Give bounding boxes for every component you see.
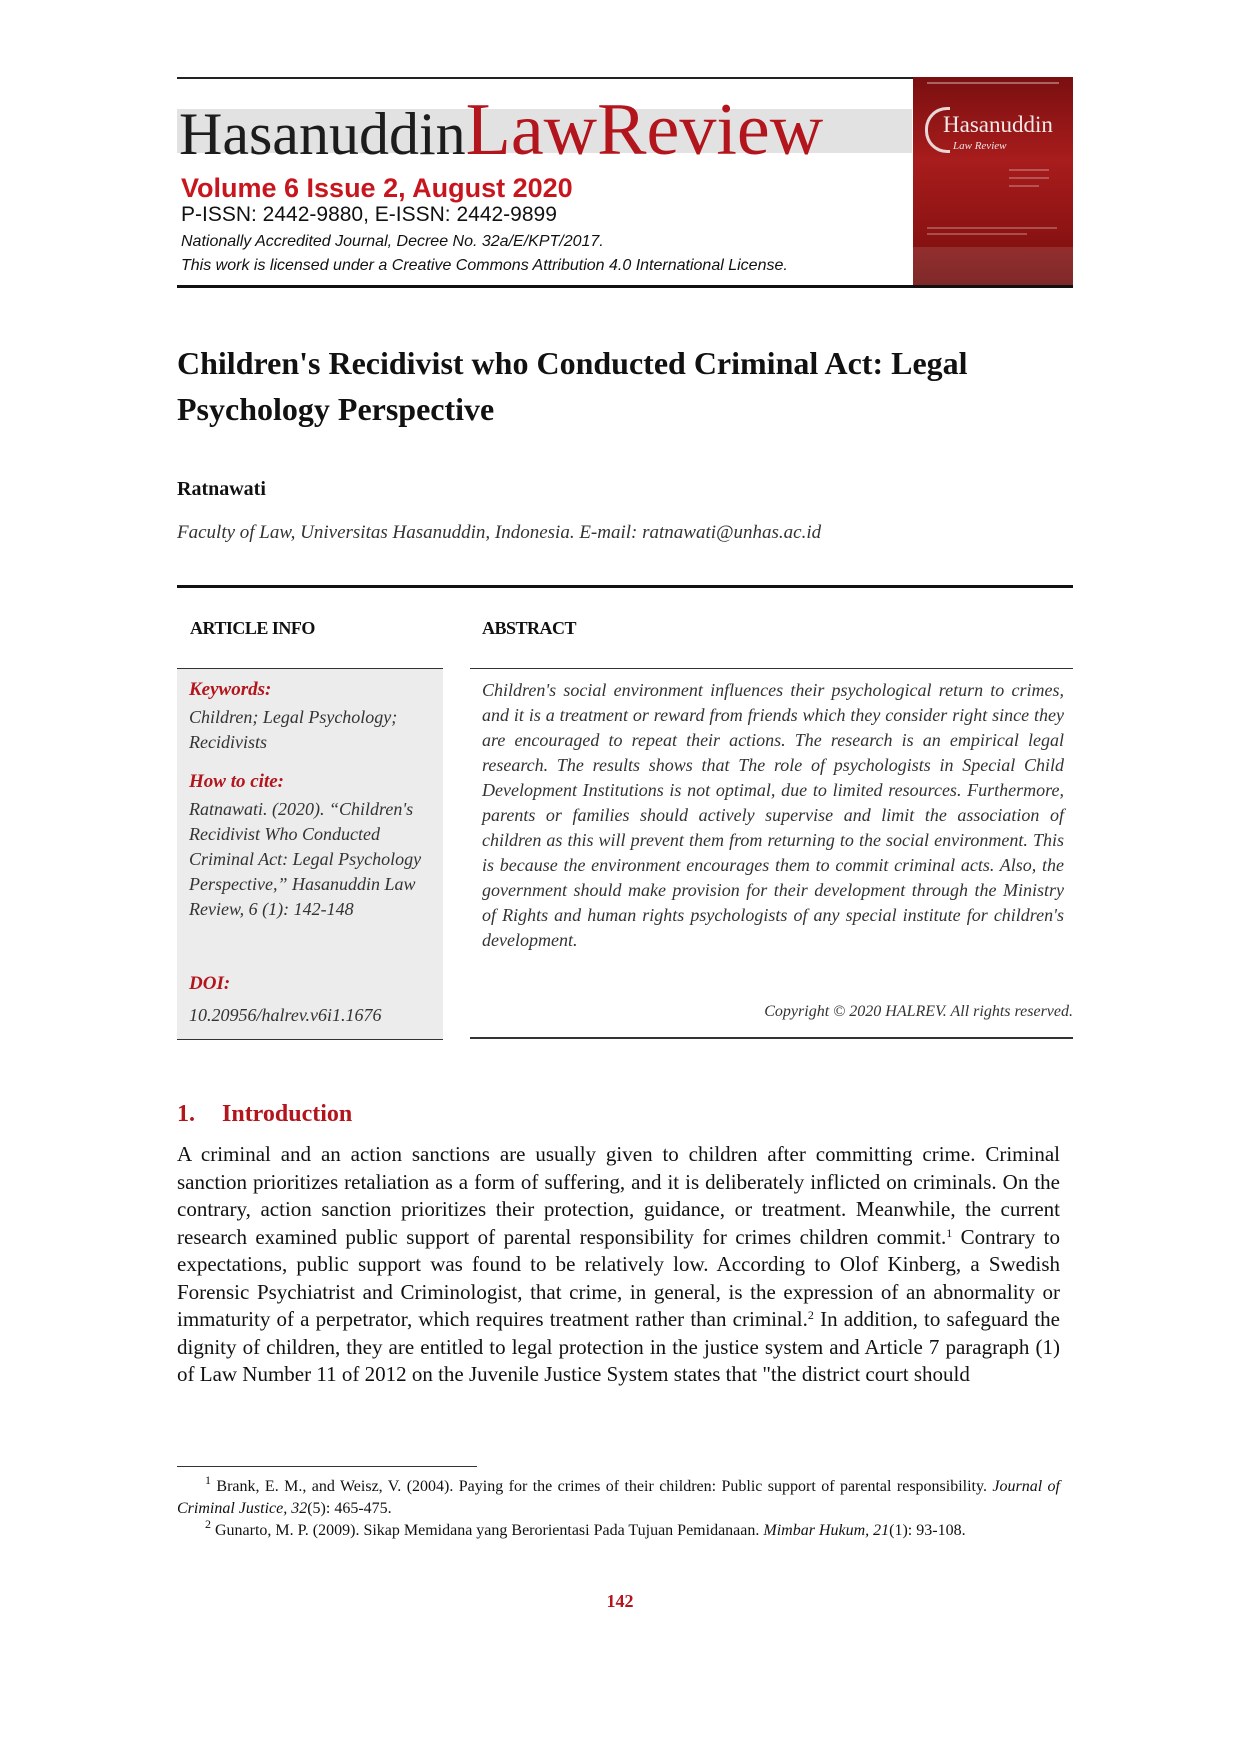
doi-link[interactable]: 10.20956/halrev.v6i1.1676 [189, 1005, 382, 1025]
journal-title-part1: Hasanuddin [179, 101, 466, 167]
license-line: This work is licensed under a Creative Commons Attribution 4.0 International License. [181, 257, 788, 274]
journal-title [179, 89, 824, 171]
article-info-box [177, 668, 443, 1040]
author-name: Ratnawati [177, 478, 266, 500]
footnote-1 [177, 1473, 1061, 1520]
footnote-ref-1[interactable]: 1 [946, 1225, 953, 1240]
issn: P-ISSN: 2442-9880, E-ISSN: 2442-9899 [181, 203, 557, 226]
cover-title: Hasanuddin [943, 112, 1053, 137]
intro-text-1: A criminal and an action sanctions are usually given to children after committing crime. Criminal sanction prioritizes retaliation as a form of suffering, and it is deliberately inflicted on criminals. On the contrary, action sanction prioritizes their protection, guidance, or treatment. Meanwhile, the current research examined public support of parental responsibility for crimes children commit. [177, 1142, 1060, 1249]
footnote-journal: Mimbar Hukum [763, 1522, 866, 1539]
footnote-journal: Journal of Criminal Justice [177, 1478, 1061, 1517]
intro-text-3: In addition, to safeguard the dignity of children, they are entitled to legal protection in the justice system and Article 7 paragraph (1) of Law Number 11 of 2012 on the Juvenile Justice System states that "the district court should [177, 1307, 1060, 1386]
section-title: Introduction [222, 1101, 353, 1127]
cover-decoration [1009, 169, 1049, 171]
journal-cover-image [913, 77, 1073, 285]
cover-top-line [927, 82, 1059, 84]
journal-title-part2: LawReview [465, 89, 824, 171]
footnote-ref-2[interactable]: 2 [807, 1308, 814, 1322]
footnote-text: Gunarto, M. P. (2009). Sikap Memidana yang Berorientasi Pada Tujuan Pemidanaan. [211, 1522, 764, 1539]
cover-decoration [927, 233, 1027, 235]
abstract-heading: ABSTRACT [482, 618, 577, 638]
section-number: 1. [177, 1101, 195, 1127]
copyright-notice: Copyright © 2020 HALREV. All rights reserved. [764, 1003, 1073, 1020]
cover-decoration [927, 227, 1057, 229]
keywords: Children; Legal Psychology; Recidivists [189, 707, 398, 752]
footnote-number: 2 [205, 1517, 211, 1531]
footnote-volume: , 32 [283, 1500, 308, 1517]
footnote-rule [177, 1466, 477, 1467]
section-divider [177, 585, 1073, 588]
cover-decoration [1009, 185, 1039, 187]
accreditation: Nationally Accredited Journal, Decree No. 32a/E/KPT/2017. [181, 233, 604, 250]
article-title: Children's Recidivist who Conducted Criminal Act: Legal Psychology Perspective [177, 345, 968, 427]
doi-label: DOI: [189, 973, 231, 994]
abstract-top-rule [470, 668, 1073, 669]
how-to-cite-label: How to cite: [189, 771, 284, 792]
introduction-heading [177, 1101, 352, 1128]
intro-text-2: Contrary to expectations, public support was found to be relatively low. According to Olof Kinberg, a Swedish Forensic Psychiatrist and Criminologist, that crime, in general, is the expression of an abnormality or immaturity of a perpetrator, which requires treatment rather than criminal. [177, 1224, 1061, 1331]
footnote-2 [177, 1517, 1060, 1542]
footnote-number: 1 [205, 1473, 211, 1487]
author-affiliation: Faculty of Law, Universitas Hasanuddin, Indonesia. E-mail: ratnawati@unhas.ac.id [177, 522, 822, 543]
footnote-pages: (1): 93-108. [889, 1522, 966, 1539]
cover-bottom-band [913, 247, 1073, 285]
cover-subtitle: Law Review [953, 140, 1007, 152]
footnote-pages: (5): 465-475. [307, 1500, 392, 1517]
footnote-text: Brank, E. M., and Weisz, V. (2004). Paying for the crimes of their children: Public support of parental responsibility. [211, 1478, 993, 1495]
page-number: 142 [606, 1591, 634, 1611]
header-bottom-rule [177, 285, 1073, 288]
article-info-heading: ARTICLE INFO [190, 618, 315, 638]
cover-decoration [1009, 177, 1049, 179]
footnote-volume: , 21 [865, 1522, 890, 1539]
citation: Ratnawati. (2020). “Children's Recidivist Who Conducted Criminal Act: Legal Psychology Perspective,” Hasanuddin Law Review, 6 (1): 142-148 [189, 799, 422, 919]
keywords-label: Keywords: [189, 679, 272, 700]
volume-issue: Volume 6 Issue 2, August 2020 [181, 173, 573, 203]
abstract-bottom-rule [470, 1037, 1073, 1039]
journal-header [177, 77, 1073, 289]
abstract-text: Children's social environment influences their psychological return to crimes, and it is a treatment or reward from friends which they consider right since they are encouraged to repeat their actions. The research is an empirical legal research. The results shows that The role of psychologists in Special Child Development Institutions is not optimal, due to limited resources. Furthermore, parents or families should actively supervise and limit the association of children as this will prevent them from returning to the social environment. This is because the environment encourages them to commit criminal acts. Also, the government should make provision for their development through the Ministry of Rights and human rights psychologists of any special institute for children's development. [482, 680, 1064, 950]
introduction-paragraph [177, 1141, 1060, 1389]
